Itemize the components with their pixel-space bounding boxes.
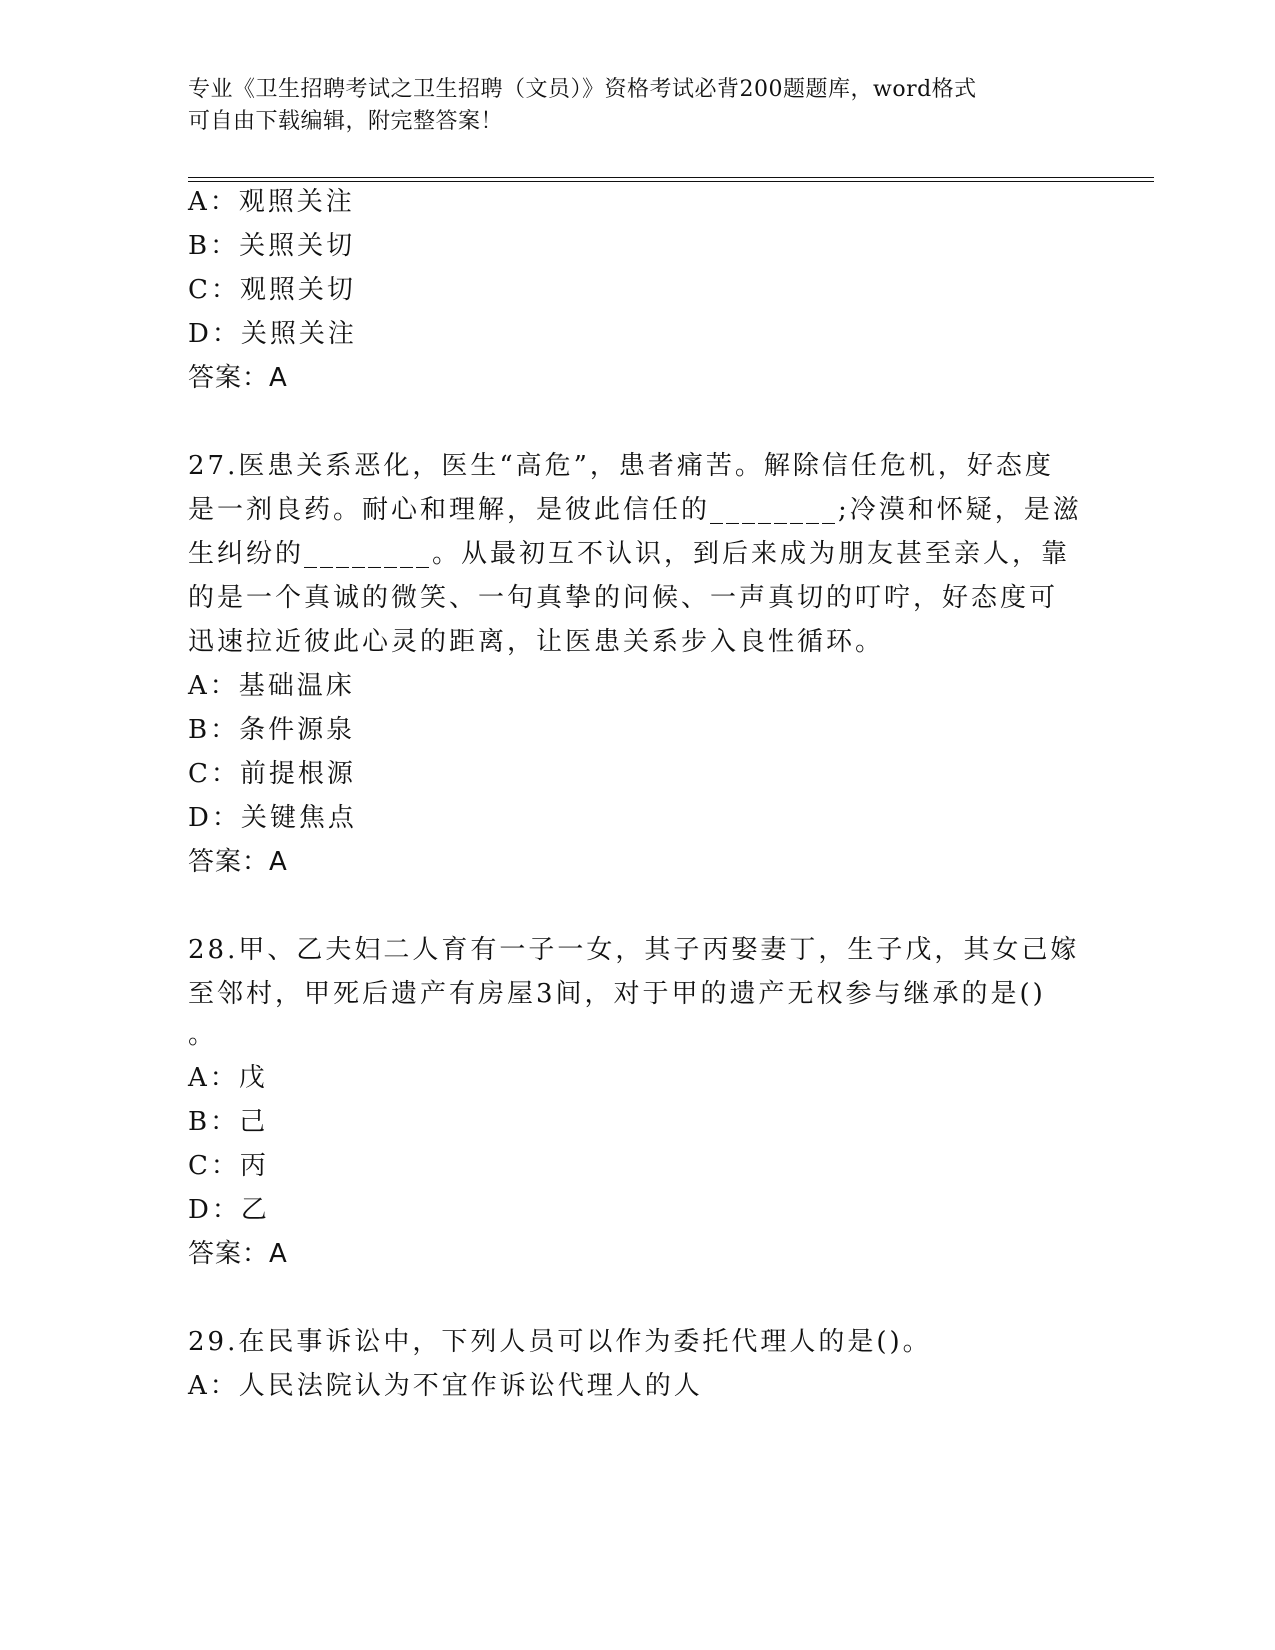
q28-answer: 答案：A [188, 1239, 288, 1269]
q26-answer: 答案：A [188, 363, 288, 393]
q29-option-a: A：人民法院认为不宜作诉讼代理人的人 [188, 1371, 703, 1401]
q26-option-d: D：关照关注 [188, 319, 357, 349]
q27-stem-line-5: 迅速拉近彼此心灵的距离，让医患关系步入良性循环。 [188, 627, 885, 657]
q28-stem-line-3: 。 [188, 1020, 218, 1050]
q26-option-b: B：关照关切 [188, 231, 356, 261]
q28-option-d: D：乙 [188, 1195, 270, 1225]
q28-stem-line-2: 至邻村，甲死后遗产有房屋3间，对于甲的遗产无权参与继承的是() [188, 979, 1046, 1009]
q27-stem-line-4: 的是一个真诚的微笑、一句真挚的问候、一声真切的叮咛，好态度可 [188, 583, 1059, 613]
q27-option-c: C：前提根源 [188, 759, 356, 789]
q27-option-d: D：关键焦点 [188, 803, 357, 833]
q26-option-a: A：观照关注 [188, 187, 355, 217]
q28-option-c: C：丙 [188, 1151, 269, 1181]
q28-option-a: A：戊 [188, 1063, 268, 1093]
header-title-line-2: 可自由下载编辑，附完整答案！ [188, 109, 504, 134]
q28-option-b: B：己 [188, 1107, 269, 1137]
q28-stem-line-1: 28.甲、乙夫妇二人育有一子一女，其子丙娶妻丁，生子戊，其女己嫁 [188, 935, 1080, 965]
q27-stem-line-2: 是一剂良药。耐心和理解，是彼此信任的________;冷漠和怀疑，是滋 [188, 495, 1082, 525]
document-header [188, 74, 1068, 138]
q27-option-b: B：条件源泉 [188, 715, 356, 745]
q29-stem-line-1: 29.在民事诉讼中，下列人员可以作为委托代理人的是()。 [188, 1327, 932, 1357]
header-double-rule [188, 177, 1154, 182]
q27-answer: 答案：A [188, 847, 288, 877]
header-title-line-1: 专业《卫生招聘考试之卫生招聘（文员）》资格考试必背200题题库，word格式 [188, 77, 977, 102]
q26-option-c: C：观照关切 [188, 275, 356, 305]
q27-option-a: A：基础温床 [188, 671, 355, 701]
q27-stem-line-1: 27.医患关系恶化，医生“高危”，患者痛苦。解除信任危机，好态度 [188, 451, 1054, 481]
q27-stem-line-3: 生纠纷的________。从最初互不认识，到后来成为朋友甚至亲人，靠 [188, 539, 1071, 569]
